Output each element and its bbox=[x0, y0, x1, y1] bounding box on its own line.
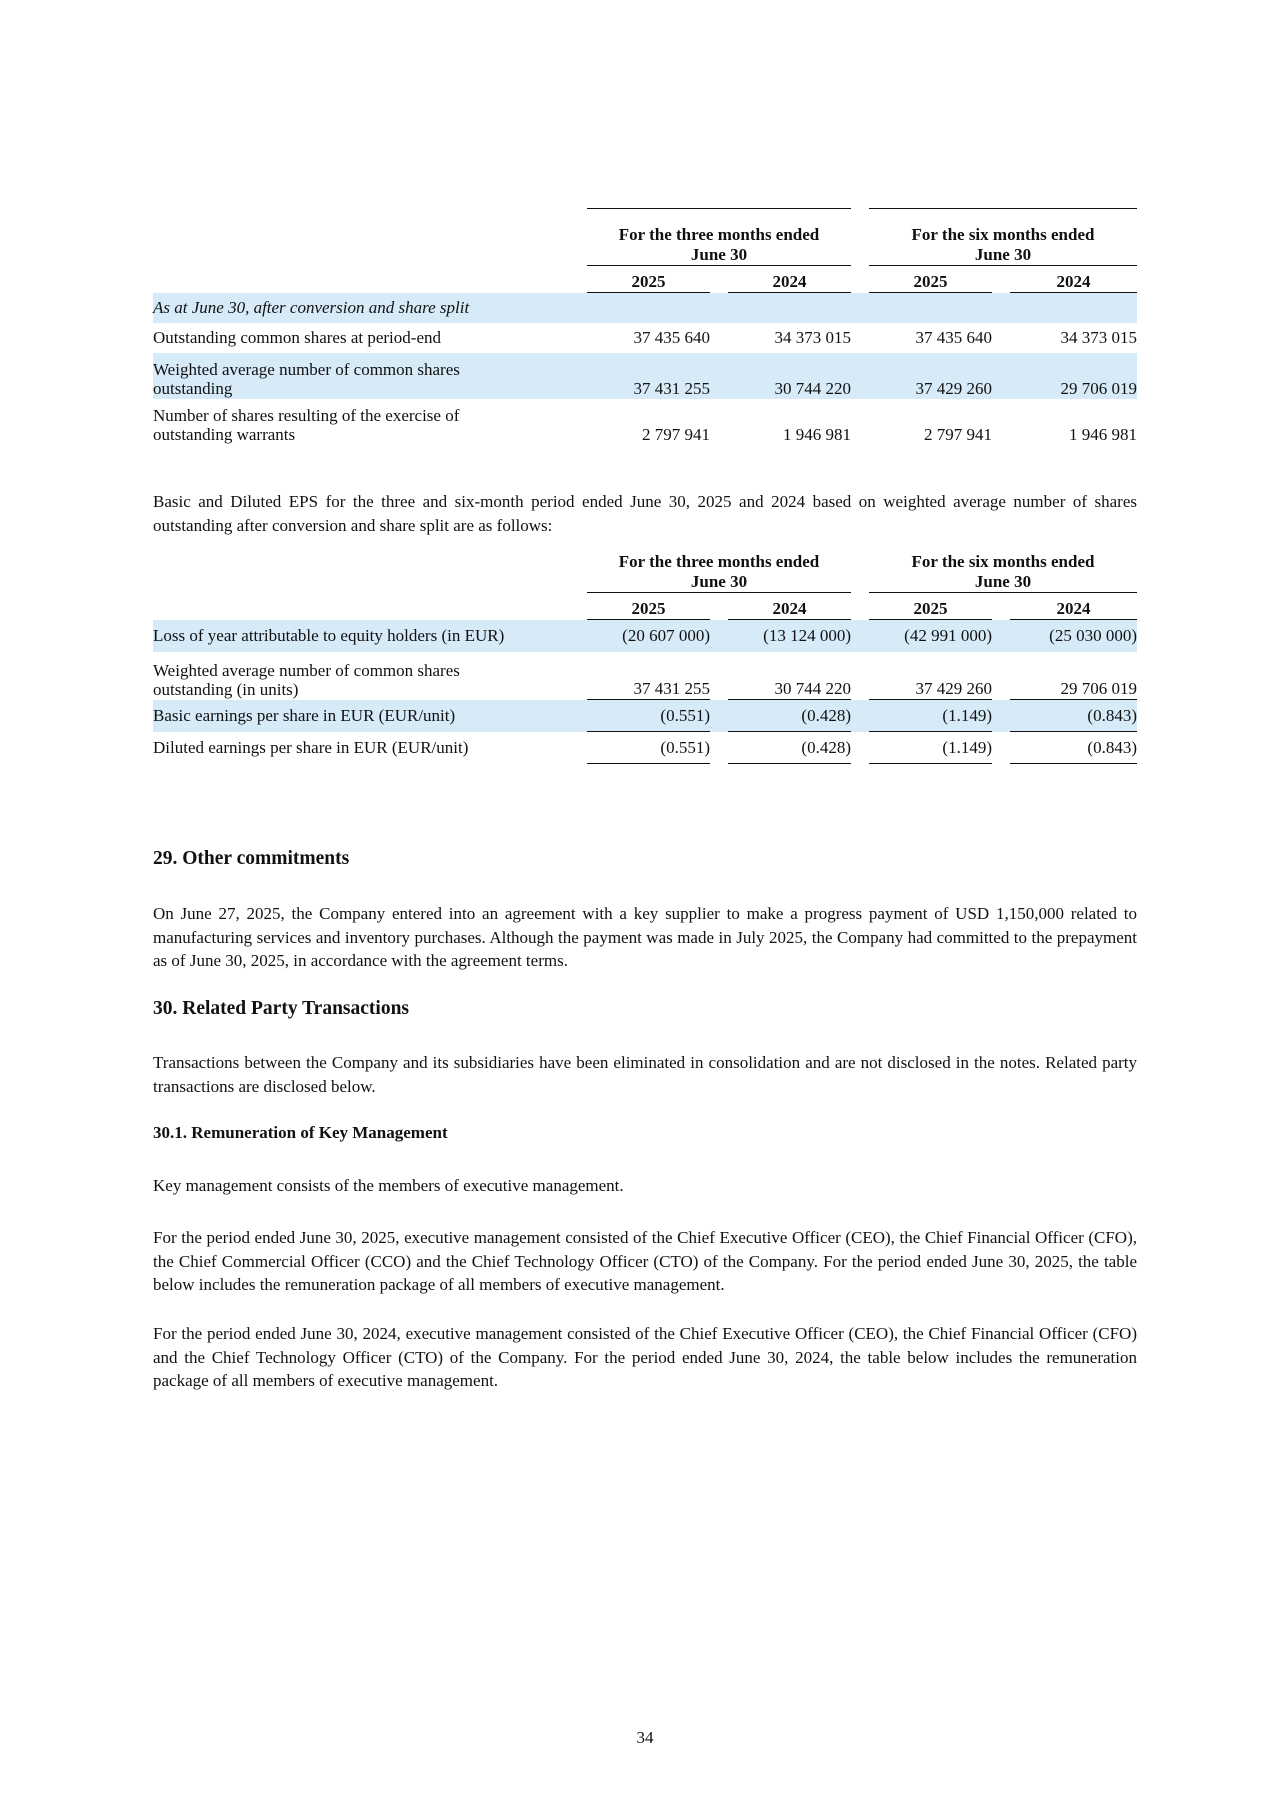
table-row bbox=[153, 732, 1137, 764]
cell-value: 34 373 015 bbox=[774, 328, 851, 348]
row-label: Weighted average number of common shares outstanding bbox=[153, 353, 583, 399]
cell-value: 37 435 640 bbox=[915, 328, 992, 348]
row-label: Outstanding common shares at period-end bbox=[153, 328, 441, 348]
shares-table bbox=[153, 208, 1137, 445]
cell-value: 30 744 220 bbox=[728, 652, 851, 700]
cell-value: 30 744 220 bbox=[728, 353, 851, 399]
table-row bbox=[153, 620, 1137, 652]
row-label: Diluted earnings per share in EUR (EUR/unit) bbox=[153, 738, 469, 758]
row-label: Loss of year attributable to equity holders (in EUR) bbox=[153, 620, 587, 652]
section-label: As at June 30, after conversion and share split bbox=[153, 293, 1137, 323]
shares-year-row bbox=[153, 266, 1137, 293]
row-label: Weighted average number of common shares outstanding (in units) bbox=[153, 660, 460, 700]
year-header: 2024 bbox=[728, 593, 851, 620]
cell-value: (0.551) bbox=[587, 732, 710, 764]
cell-value: (20 607 000) bbox=[587, 620, 710, 652]
year-header: 2024 bbox=[1010, 266, 1137, 293]
year-header: 2025 bbox=[869, 266, 992, 293]
cell-value: 1 946 981 bbox=[783, 425, 851, 445]
eps-table bbox=[153, 550, 1137, 764]
cell-value: (0.843) bbox=[1010, 732, 1137, 764]
cell-value: 37 431 255 bbox=[587, 353, 710, 399]
three-months-header: For the three months ended June 30 bbox=[587, 550, 851, 593]
table-row bbox=[153, 323, 1137, 353]
key-management-paragraph: Key management consists of the members of executive management. bbox=[153, 1176, 624, 1195]
executive-2025-paragraph: For the period ended June 30, 2025, executive management consisted of the Chief Executive Officer (CEO), the Chief Financial Officer (CFO), the Chief Commercial Officer (CCO) and the Chief Technology Officer (CTO) of the Company. For the period ended June 30, 2025, the table below includes the remuneration package of all members of executive management. bbox=[153, 1228, 1137, 1294]
section-29-body: On June 27, 2025, the Company entered into an agreement with a key supplier to make a progress payment of USD 1,150,000 related to manufacturing services and inventory purchases. Although the payment was made in July 2025, the Company had committed to the prepayment as of June 30, 2025, in accordance with the agreement terms. bbox=[153, 904, 1137, 970]
section-30-heading: 30. Related Party Transactions bbox=[153, 998, 410, 1019]
cell-value: (0.428) bbox=[728, 732, 851, 764]
cell-value: 37 431 255 bbox=[587, 652, 710, 700]
table-row bbox=[153, 353, 1137, 399]
eps-group-header-row bbox=[153, 550, 1137, 593]
six-months-header: For the six months ended June 30 bbox=[869, 208, 1137, 266]
eps-year-row bbox=[153, 593, 1137, 620]
cell-value: 34 373 015 bbox=[1060, 328, 1137, 348]
cell-value: (0.843) bbox=[1010, 700, 1137, 732]
cell-value: (25 030 000) bbox=[1010, 620, 1137, 652]
cell-value: (1.149) bbox=[869, 732, 992, 764]
row-label: Basic earnings per share in EUR (EUR/unit) bbox=[153, 700, 583, 732]
cell-value: (0.428) bbox=[728, 700, 851, 732]
cell-value: (0.551) bbox=[587, 700, 710, 732]
year-header: 2025 bbox=[869, 593, 992, 620]
cell-value: 29 706 019 bbox=[1010, 652, 1137, 700]
table-row bbox=[153, 399, 1137, 445]
section-30-body: Transactions between the Company and its subsidiaries have been eliminated in consolidation and are not disclosed in the notes. Related party transactions are disclosed below. bbox=[153, 1053, 1137, 1096]
row-label: Number of shares resulting of the exercise of outstanding warrants bbox=[153, 405, 460, 445]
executive-2024-paragraph: For the period ended June 30, 2024, executive management consisted of the Chief Executive Officer (CEO), the Chief Financial Officer (CFO) and the Chief Technology Officer (CTO) of the Company. For the period ended June 30, 2024, the table below includes the remuneration package of all members of executive management. bbox=[153, 1324, 1137, 1390]
table-row bbox=[153, 700, 1137, 732]
six-months-header: For the six months ended June 30 bbox=[869, 550, 1137, 593]
cell-value: (1.149) bbox=[869, 700, 992, 732]
cell-value: 2 797 941 bbox=[642, 425, 710, 445]
year-header: 2025 bbox=[587, 266, 710, 293]
cell-value: 2 797 941 bbox=[924, 425, 992, 445]
shares-section-row bbox=[153, 293, 1137, 323]
cell-value: (42 991 000) bbox=[869, 620, 992, 652]
shares-group-header-row bbox=[153, 208, 1137, 266]
year-header: 2025 bbox=[587, 593, 710, 620]
page-number: 34 bbox=[636, 1728, 654, 1747]
year-header: 2024 bbox=[1010, 593, 1137, 620]
cell-value: (13 124 000) bbox=[728, 620, 851, 652]
cell-value: 29 706 019 bbox=[1010, 353, 1137, 399]
section-30-1-heading: 30.1. Remuneration of Key Management bbox=[153, 1123, 448, 1142]
year-header: 2024 bbox=[728, 266, 851, 293]
section-29-heading: 29. Other commitments bbox=[153, 848, 350, 869]
cell-value: 37 435 640 bbox=[633, 328, 710, 348]
cell-value: 37 429 260 bbox=[869, 353, 992, 399]
eps-intro-paragraph: Basic and Diluted EPS for the three and six-month period ended June 30, 2025 and 2024 based on weighted average number of shares outstanding after conversion and share split are as follows: bbox=[153, 492, 1137, 535]
cell-value: 1 946 981 bbox=[1069, 425, 1137, 445]
table-row bbox=[153, 652, 1137, 700]
three-months-header: For the three months ended June 30 bbox=[587, 208, 851, 266]
cell-value: 37 429 260 bbox=[869, 652, 992, 700]
